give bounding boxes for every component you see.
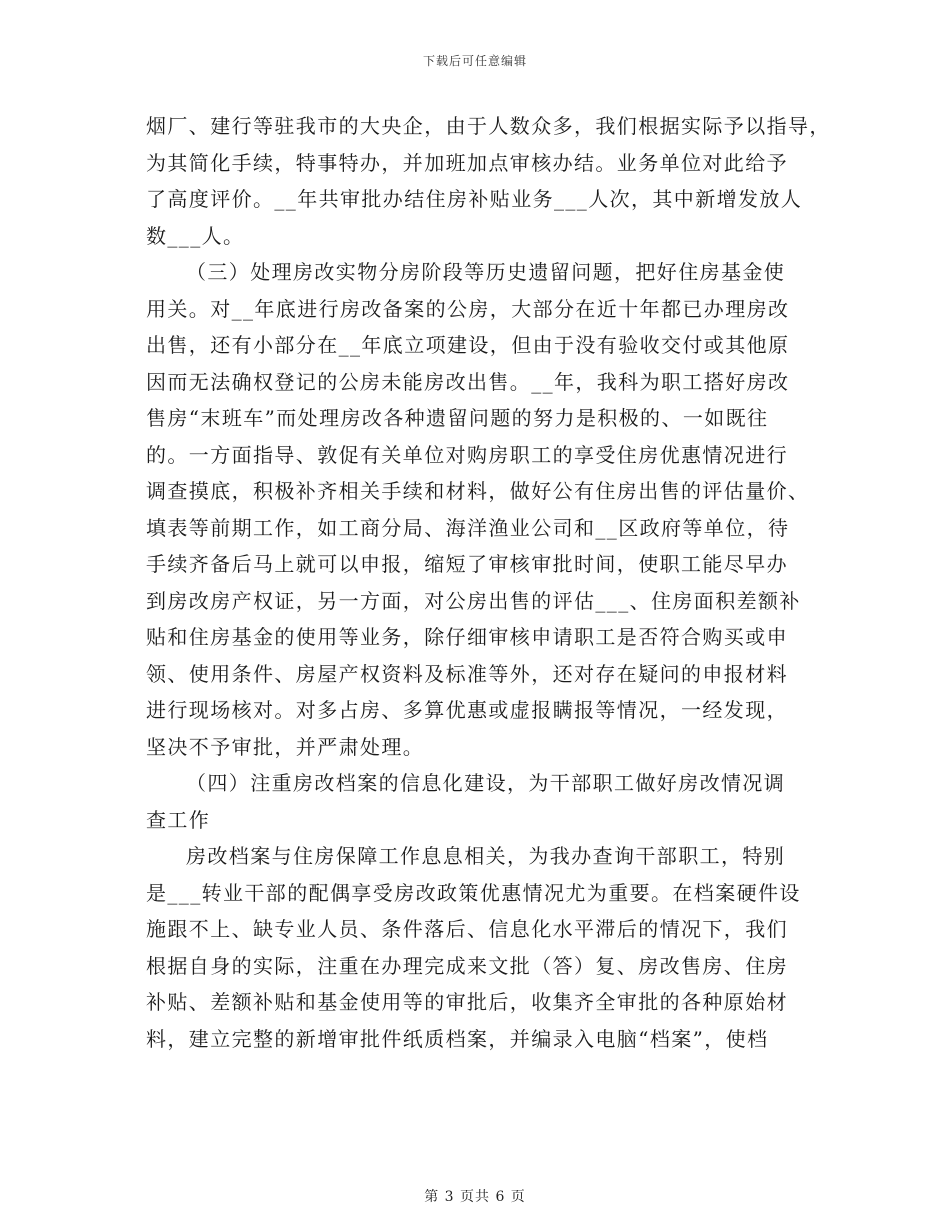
text-line: 施跟不上、缺专业人员、条件落后、信息化水平滞后的情况下，我们 [146, 917, 788, 941]
text-line: 因而无法确权登记的公房未能房改出售。__年，我科为职工搭好房改 [146, 369, 790, 394]
text-line: 出售，还有小部分在__年底立项建设，但由于没有验收交付或其他原 [146, 333, 790, 357]
text-line: 调查摸底，积极补齐相关手续和材料，做好公有住房出售的评估量价、 [146, 479, 810, 503]
page-header: 下载后可任意编辑 [422, 54, 527, 68]
text-line: 的。一方面指导、敦促有关单位对购房职工的享受住房优惠情况进行 [146, 442, 788, 467]
text-line: 料，建立完整的新增审批件纸质档案，并编录入电脑“档案”，使档 [146, 1026, 769, 1051]
text-line: 填表等前期工作，如工商分局、海洋渔业公司和__区政府等单位，待 [146, 515, 790, 540]
text-line: 根据自身的实际，注重在办理完成来文批（答）复、房改售房、住房 [146, 953, 788, 978]
text-line: 到房改房产权证，另一方面，对公房出售的评估___、住房面积差额补 [146, 588, 801, 613]
text-line: 用关。对__年底进行房改备案的公房，大部分在近十年都已办理房改 [146, 296, 790, 321]
text-line: 烟厂、建行等驻我市的大央企，由于人数众多，我们根据实际予以指导， [146, 114, 831, 138]
text-line: 数___人。 [146, 223, 245, 248]
text-line: （四）注重房改档案的信息化建设，为干部职工做好房改情况调 [186, 771, 786, 795]
text-line: 坚决不予审批，并严肃处理。 [146, 734, 425, 759]
text-line: 是___转业干部的配偶享受房改政策优惠情况尤为重要。在档案硬件设 [146, 880, 801, 905]
text-line: 了高度评价。__年共审批办结住房补贴业务___人次，其中新增发放人 [146, 187, 803, 211]
text-line: 为其简化手续，特事特办，并加班加点审核办结。业务单位对此给予 [146, 150, 788, 175]
text-line: 手续齐备后马上就可以申报，缩短了审核审批时间，使职工能尽早办 [146, 552, 788, 576]
page-footer: 第 3 页共 6 页 [424, 1189, 526, 1205]
text-line: 进行现场核对。对多占房、多算优惠或虚报瞒报等情况，一经发现， [146, 698, 788, 722]
text-line: 补贴、差额补贴和基金使用等的审批后，收集齐全审批的各种原始材 [146, 990, 788, 1014]
text-line: （三）处理房改实物分房阶段等历史遗留问题，把好住房基金使 [186, 260, 786, 284]
text-line: 房改档案与住房保障工作息息相关，为我办查询干部职工，特别 [186, 844, 786, 868]
text-line: 查工作 [146, 807, 211, 832]
text-line: 售房“末班车”而处理房改各种遗留问题的努力是积极的、一如既往 [146, 406, 769, 430]
text-line: 领、使用条件、房屋产权资料及标准等外，还对存在疑问的申报材料 [146, 661, 788, 686]
text-line: 贴和住房基金的使用等业务，除仔细审核申请职工是否符合购买或申 [146, 625, 788, 649]
document-body [146, 108, 831, 1057]
